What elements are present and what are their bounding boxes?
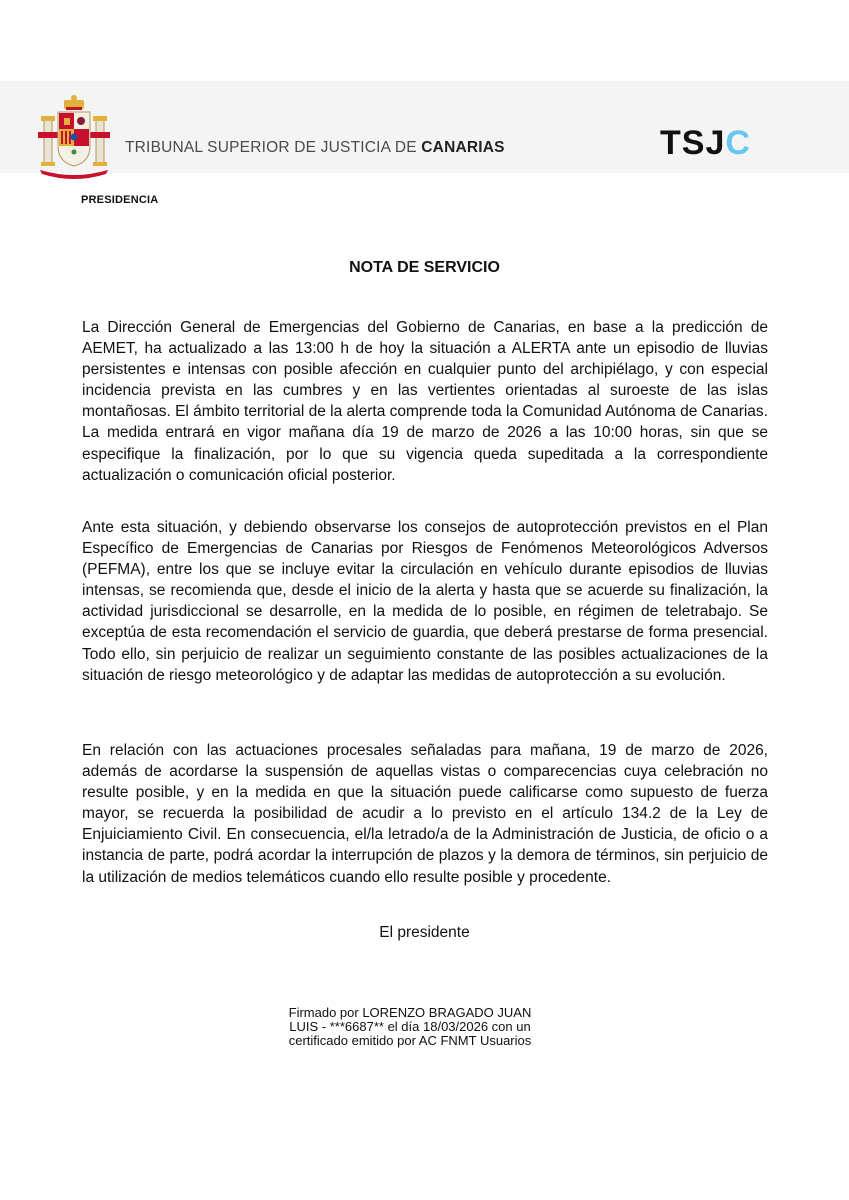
digital-signature: Firmado por LORENZO BRAGADO JUAN LUIS - ***6687** el día 18/03/2026 con un certificado emitido por AC FNMT Usuarios: [288, 1005, 532, 1048]
tsjc-logo: [660, 124, 751, 163]
ribbon-icon: [40, 170, 108, 179]
document-title: NOTA DE SERVICIO: [349, 259, 500, 276]
paragraph-recommendation: Ante esta situación, y debiendo observarse los consejos de autoprotección previstos en el Plan Específico de Emergencias de Canarias por Riesgos de Fenómenos Meteorológicos Adversos (PEFMA), entre los que se incluye evitar la circulación en vehículo durante episodios de lluvias intensas, se recomienda que, desde el inicio de la alerta y hasta que se acuerde su finalización, la actividad jurisdiccional se desarrolle, en la medida de lo posible, en régimen de teletrabajo. Se exceptúa de esta recomendación el servicio de guardia, que deberá prestarse de forma presencial. Todo ello, sin perjuicio de realizar un seguimiento constante de las posibles actualizaciones de la situación de riesgo meteorológico y de adaptar las medidas de autoprotección a su evolución.: [82, 519, 768, 684]
logo-accent: C: [725, 124, 751, 162]
shield-icon: [58, 112, 90, 166]
paragraph-procedures: En relación con las actuaciones procesales señaladas para mañana, 19 de marzo de 2026, además de acordarse la suspensión de aquellas vistas o comparecencias cuya celebración no resulte posible, y en la medida en que la situación puede calificarse como supuesto de fuerza mayor, se recuerda la posibilidad de acudir a lo previsto en el artículo 134.2 de la Ley de Enjuiciamiento Civil. En consecuencia, el/la letrado/a de la Administración de Justicia, de oficio o a instancia de parte, podrá acordar la interrupción de plazos y la demora de términos, sin perjuicio de la utilización de medios telemáticos cuando ello resulte posible y procedente.: [82, 742, 768, 886]
pillar-left-icon: [38, 116, 58, 166]
coat-of-arms-icon: [36, 94, 112, 180]
court-name: [125, 139, 505, 157]
department-label: PRESIDENCIA: [81, 194, 159, 206]
crown-icon: [64, 95, 84, 110]
closing-signatory: El presidente: [379, 924, 470, 941]
pillar-right-icon: [90, 116, 110, 166]
logo-main: TSJ: [660, 124, 726, 162]
court-name-bold: CANARIAS: [421, 139, 505, 156]
paragraph-alert: La Dirección General de Emergencias del Gobierno de Canarias, en base a la predicción de AEMET, ha actualizado a las 13:00 h de hoy la situación a ALERTA ante un episodio de lluvias persistentes e intensas con posible afección en cualquier punto del archipiélago, y con especial incidencia prevista en las cumbres y en las vertientes orientadas al suroeste de las islas montañosas. El ámbito territorial de la alerta comprende toda la Comunidad Autónoma de Canarias. La medida entrará en vigor mañana día 19 de marzo de 2026 a las 10:00 horas, sin que se especifique la finalización, por lo que su vigencia queda supeditada a la correspondiente actualización o comunicación oficial posterior.: [82, 319, 768, 484]
court-name-prefix: TRIBUNAL SUPERIOR DE JUSTICIA DE: [125, 139, 422, 156]
